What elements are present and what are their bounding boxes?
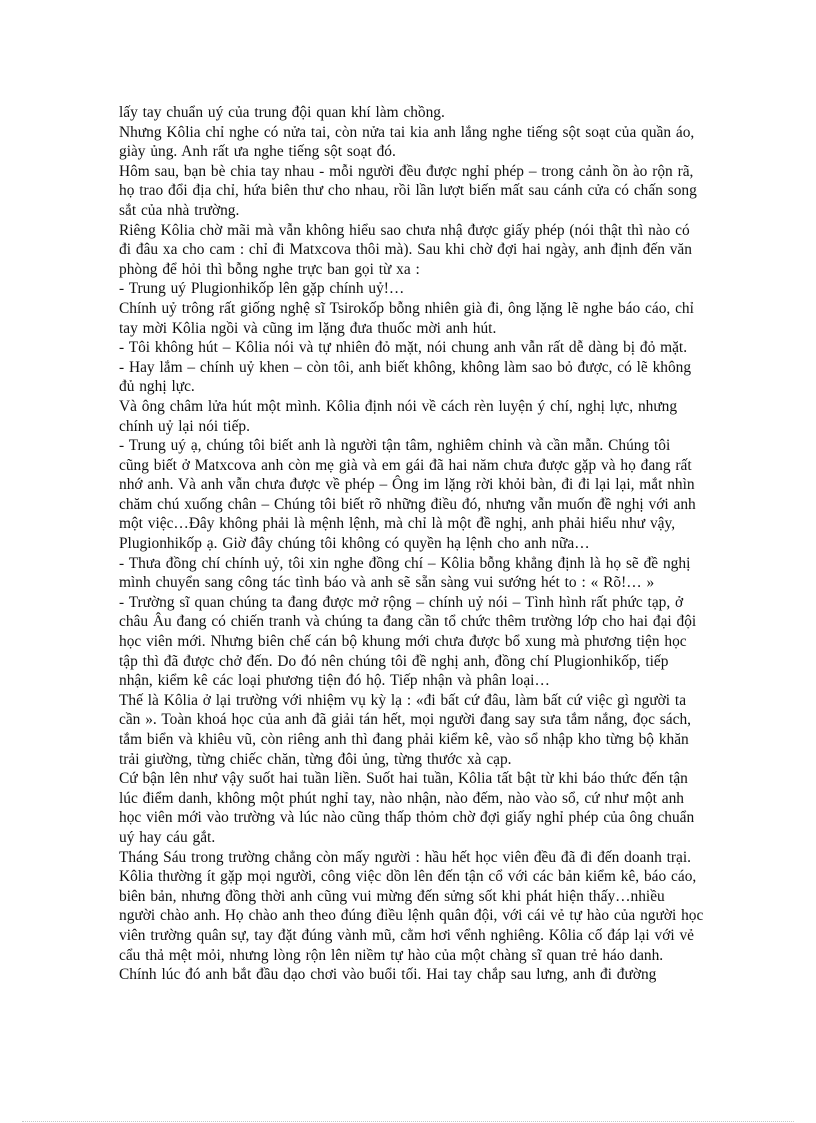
paragraph: - Hay lắm – chính uỷ khen – còn tôi, anh biết không, không làm sao bỏ được, có lẽ không đủ nghị lực. bbox=[119, 358, 692, 396]
paragraph: Và ông châm lửa hút một mình. Kôlia định nói về cách rèn luyện ý chí, nghị lực, nhưng chính uỷ lại nói tiếp. bbox=[119, 397, 678, 435]
paragraph: - Trung uý Plugionhikốp lên gặp chính uỷ!… bbox=[119, 280, 405, 298]
paragraph: Chính uỷ trông rất giống nghệ sĩ Tsirokốp bỗng nhiên già đi, ông lặng lẽ nghe báo cáo, chỉ tay mời Kôlia ngồi và cũng im lặng đưa thuốc mời anh hút. bbox=[119, 299, 694, 337]
paragraph: Thế là Kôlia ở lại trường với nhiệm vụ kỳ lạ : «đi bất cứ đâu, làm bất cứ việc gì người ta cần ». Toàn khoá học của anh đã giải tán hết, mọi người đang say sưa tắm nắng, đọc sách, tắm biển và khiêu vũ, còn riêng anh thì đang phải kiểm kê, vào sổ nhập kho từng bộ khăn trải giường, từng chiếc chăn, từng đôi ủng, từng thước xà cạp. bbox=[119, 691, 691, 768]
page-bottom-divider bbox=[22, 1121, 794, 1122]
paragraph: Hôm sau, bạn bè chia tay nhau - mỗi người đều được nghỉ phép – trong cảnh ồn ào rộn rã, họ trao đổi địa chỉ, hứa biên thư cho nhau, rồi lần lượt biến mất sau cánh cửa có chấn song sắt của nhà trường. bbox=[119, 162, 697, 219]
document-body bbox=[119, 103, 705, 985]
paragraph: Cứ bận lên như vậy suốt hai tuần liền. Suốt hai tuần, Kôlia tất bật từ khi báo thức đến tận lúc điểm danh, không một phút nghỉ tay, nào nhận, nào đếm, nào vào sổ, cứ như một anh học viên mới vào trường và lúc nào cũng thấp thỏm chờ đợi giấy nghỉ phép của ông chuẩn uý hay cáu gắt. bbox=[119, 770, 695, 846]
paragraph: - Tôi không hút – Kôlia nói và tự nhiên đỏ mặt, nói chung anh vẫn rất dễ dàng bị đỏ mặt. bbox=[119, 339, 688, 357]
paragraph: Tháng Sáu trong trường chẳng còn mấy người : hầu hết học viên đều đã đi đến doanh trại. Kôlia thường ít gặp mọi người, công việc dồn lên đến tận cổ với các bản kiểm kê, báo cáo, biên bản, nhưng đồng thời anh cũng vui mừng đến sửng sốt khi phát hiện thấy…nhiều người chào anh. Họ chào anh theo đúng điều lệnh quân đội, với cái vẻ tự hào của người học viên trường quân sự, tay đặt đúng vành mũ, cằm hơi vểnh nghiêng. Kôlia cố đáp lại với vẻ cẩu thả mệt mỏi, nhưng lòng rộn lên niềm tự hào của một chàng sĩ quan trẻ háo danh. bbox=[119, 848, 704, 964]
paragraph: Nhưng Kôlia chỉ nghe có nửa tai, còn nửa tai kia anh lắng nghe tiếng sột soạt của quần áo, giày ủng. Anh rất ưa nghe tiếng sột soạt đó. bbox=[119, 123, 695, 161]
paragraph: - Trường sĩ quan chúng ta đang được mở rộng – chính uỷ nói – Tình hình rất phức tạp, ở châu Âu đang có chiến tranh và chúng ta đang cần tổ chức thêm trường lớp cho hai đại đội học viên mới. Nhưng biên chế cán bộ khung mới chưa được bổ xung mà phương tiện học tập thì đã được chở đến. Do đó nên chúng tôi đề nghị anh, đồng chí Plugionhikốp, tiếp nhận, kiểm kê các loại phương tiện đó hộ. Tiếp nhận và phân loại… bbox=[119, 593, 697, 690]
paragraph: Riêng Kôlia chờ mãi mà vẫn không hiểu sao chưa nhậ được giấy phép (nói thật thì nào có đi đâu xa cho cam : chỉ đi Matxcova thôi mà). Sau khi chờ đợi hai ngày, anh định đến văn phòng để hỏi thì bỗng nghe trực ban gọi từ xa : bbox=[119, 221, 692, 278]
paragraph: Chính lúc đó anh bắt đầu dạo chơi vào buổi tối. Hai tay chắp sau lưng, anh đi đường bbox=[119, 966, 657, 984]
paragraph: - Thưa đồng chí chính uỷ, tôi xin nghe đồng chí – Kôlia bỗng khẳng định là họ sẽ đề nghị mình chuyển sang công tác tình báo và anh sẽ sẵn sàng vui sướng hét to : « Rõ!… » bbox=[119, 554, 691, 592]
paragraph: lấy tay chuẩn uý của trung đội quan khí làm chồng. bbox=[119, 104, 445, 121]
paragraph: - Trung uý ạ, chúng tôi biết anh là người tận tâm, nghiêm chỉnh và cần mẫn. Chúng tôi cũng biết ở Matxcova anh còn mẹ già và em gái đã hai năm chưa được gặp và họ đang rất nhớ anh. Và anh vẫn chưa được về phép – Ông im lặng rời khỏi bàn, đi đi lại lại, mắt nhìn chăm chú xuống chân – Chúng tôi biết rõ những điều đó, nhưng vẫn muốn đề nghị với anh một việc…Đây không phải là mệnh lệnh, mà chỉ là một đề nghị, anh phải hiểu như vậy, Plugionhikốp ạ. Giờ đây chúng tôi không có quyền hạ lệnh cho anh nữa… bbox=[119, 437, 696, 553]
